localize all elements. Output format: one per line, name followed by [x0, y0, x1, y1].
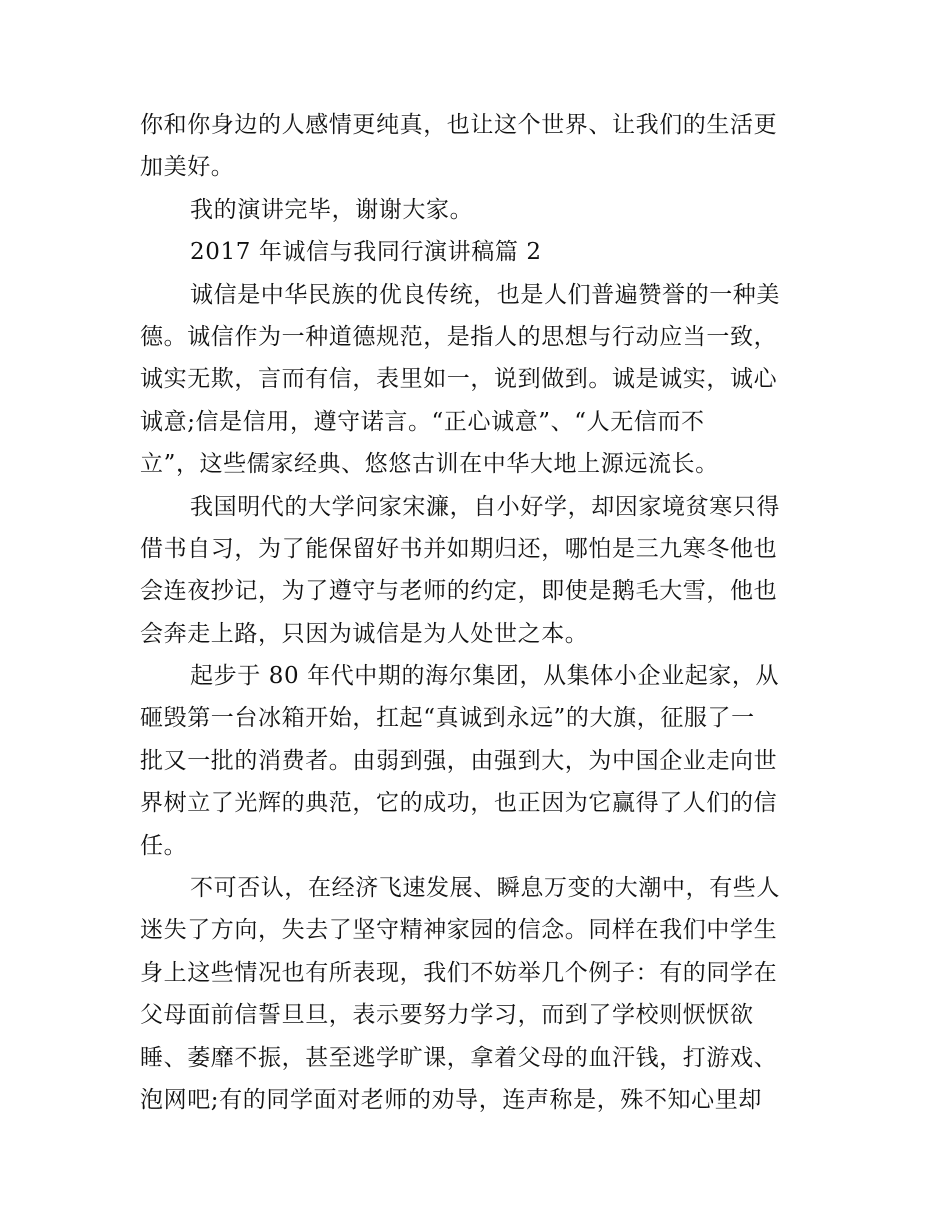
text-line: 诚信是中华民族的优良传统，也是人们普遍赞誉的一种美 — [190, 281, 780, 308]
text-line: 不可否认，在经济飞速发展、瞬息万变的大潮中，有些人 — [190, 875, 780, 902]
text-line: 诚实无欺，言而有信，表里如一，说到做到。诚是诚实，诚心 — [140, 366, 778, 393]
text-line: 借书自习，为了能保留好书并如期归还，哪怕是三九寒冬他也 — [140, 535, 778, 562]
text-line: 我的演讲完毕，谢谢大家。 — [190, 196, 474, 223]
text-line: 德。诚信作为一种道德规范，是指人的思想与行动应当一致， — [140, 323, 778, 350]
text-line: 身上这些情况也有所表现，我们不妨举几个例子：有的同学在 — [140, 959, 778, 986]
text-line: 我国明代的大学问家宋濂，自小好学，却因家境贫寒只得 — [190, 493, 780, 520]
text-line: 砸毁第一台冰箱开始，扛起“真诚到永远”的大旗，征服了一 — [140, 705, 755, 732]
text-line: 加美好。 — [140, 154, 235, 181]
text-line: 2017 年诚信与我同行演讲稿篇 2 — [190, 239, 542, 266]
text-line: 泡网吧;有的同学面对老师的劝导，连声称是，殊不知心里却 — [140, 1086, 762, 1113]
text-line: 立”，这些儒家经典、悠悠古训在中华大地上源远流长。 — [140, 451, 719, 478]
text-line: 诚意;信是信用，遵守诺言。“正心诚意”、“人无信而不 — [140, 408, 705, 435]
text-line: 睡、萎靡不振，甚至逃学旷课，拿着父母的血汗钱，打游戏、 — [140, 1044, 778, 1071]
text-line: 批又一批的消费者。由弱到强，由强到大，为中国企业走向世 — [140, 747, 778, 774]
text-line: 起步于 80 年代中期的海尔集团，从集体小企业起家，从 — [190, 663, 780, 690]
text-line: 父母面前信誓旦旦，表示要努力学习，而到了学校则恹恹欲 — [140, 1002, 754, 1029]
text-line: 会奔走上路，只因为诚信是为人处世之本。 — [140, 620, 589, 647]
text-line: 你和你身边的人感情更纯真，也让这个世界、让我们的生活更 — [140, 112, 778, 138]
speech-text-body — [140, 104, 820, 1121]
text-line: 界树立了光辉的典范，它的成功，也正因为它赢得了人们的信 — [140, 790, 778, 817]
text-line: 任。 — [140, 832, 188, 859]
text-line: 迷失了方向，失去了坚守精神家园的信念。同样在我们中学生 — [140, 917, 778, 944]
text-line: 会连夜抄记，为了遵守与老师的约定，即使是鹅毛大雪，他也 — [140, 578, 778, 605]
